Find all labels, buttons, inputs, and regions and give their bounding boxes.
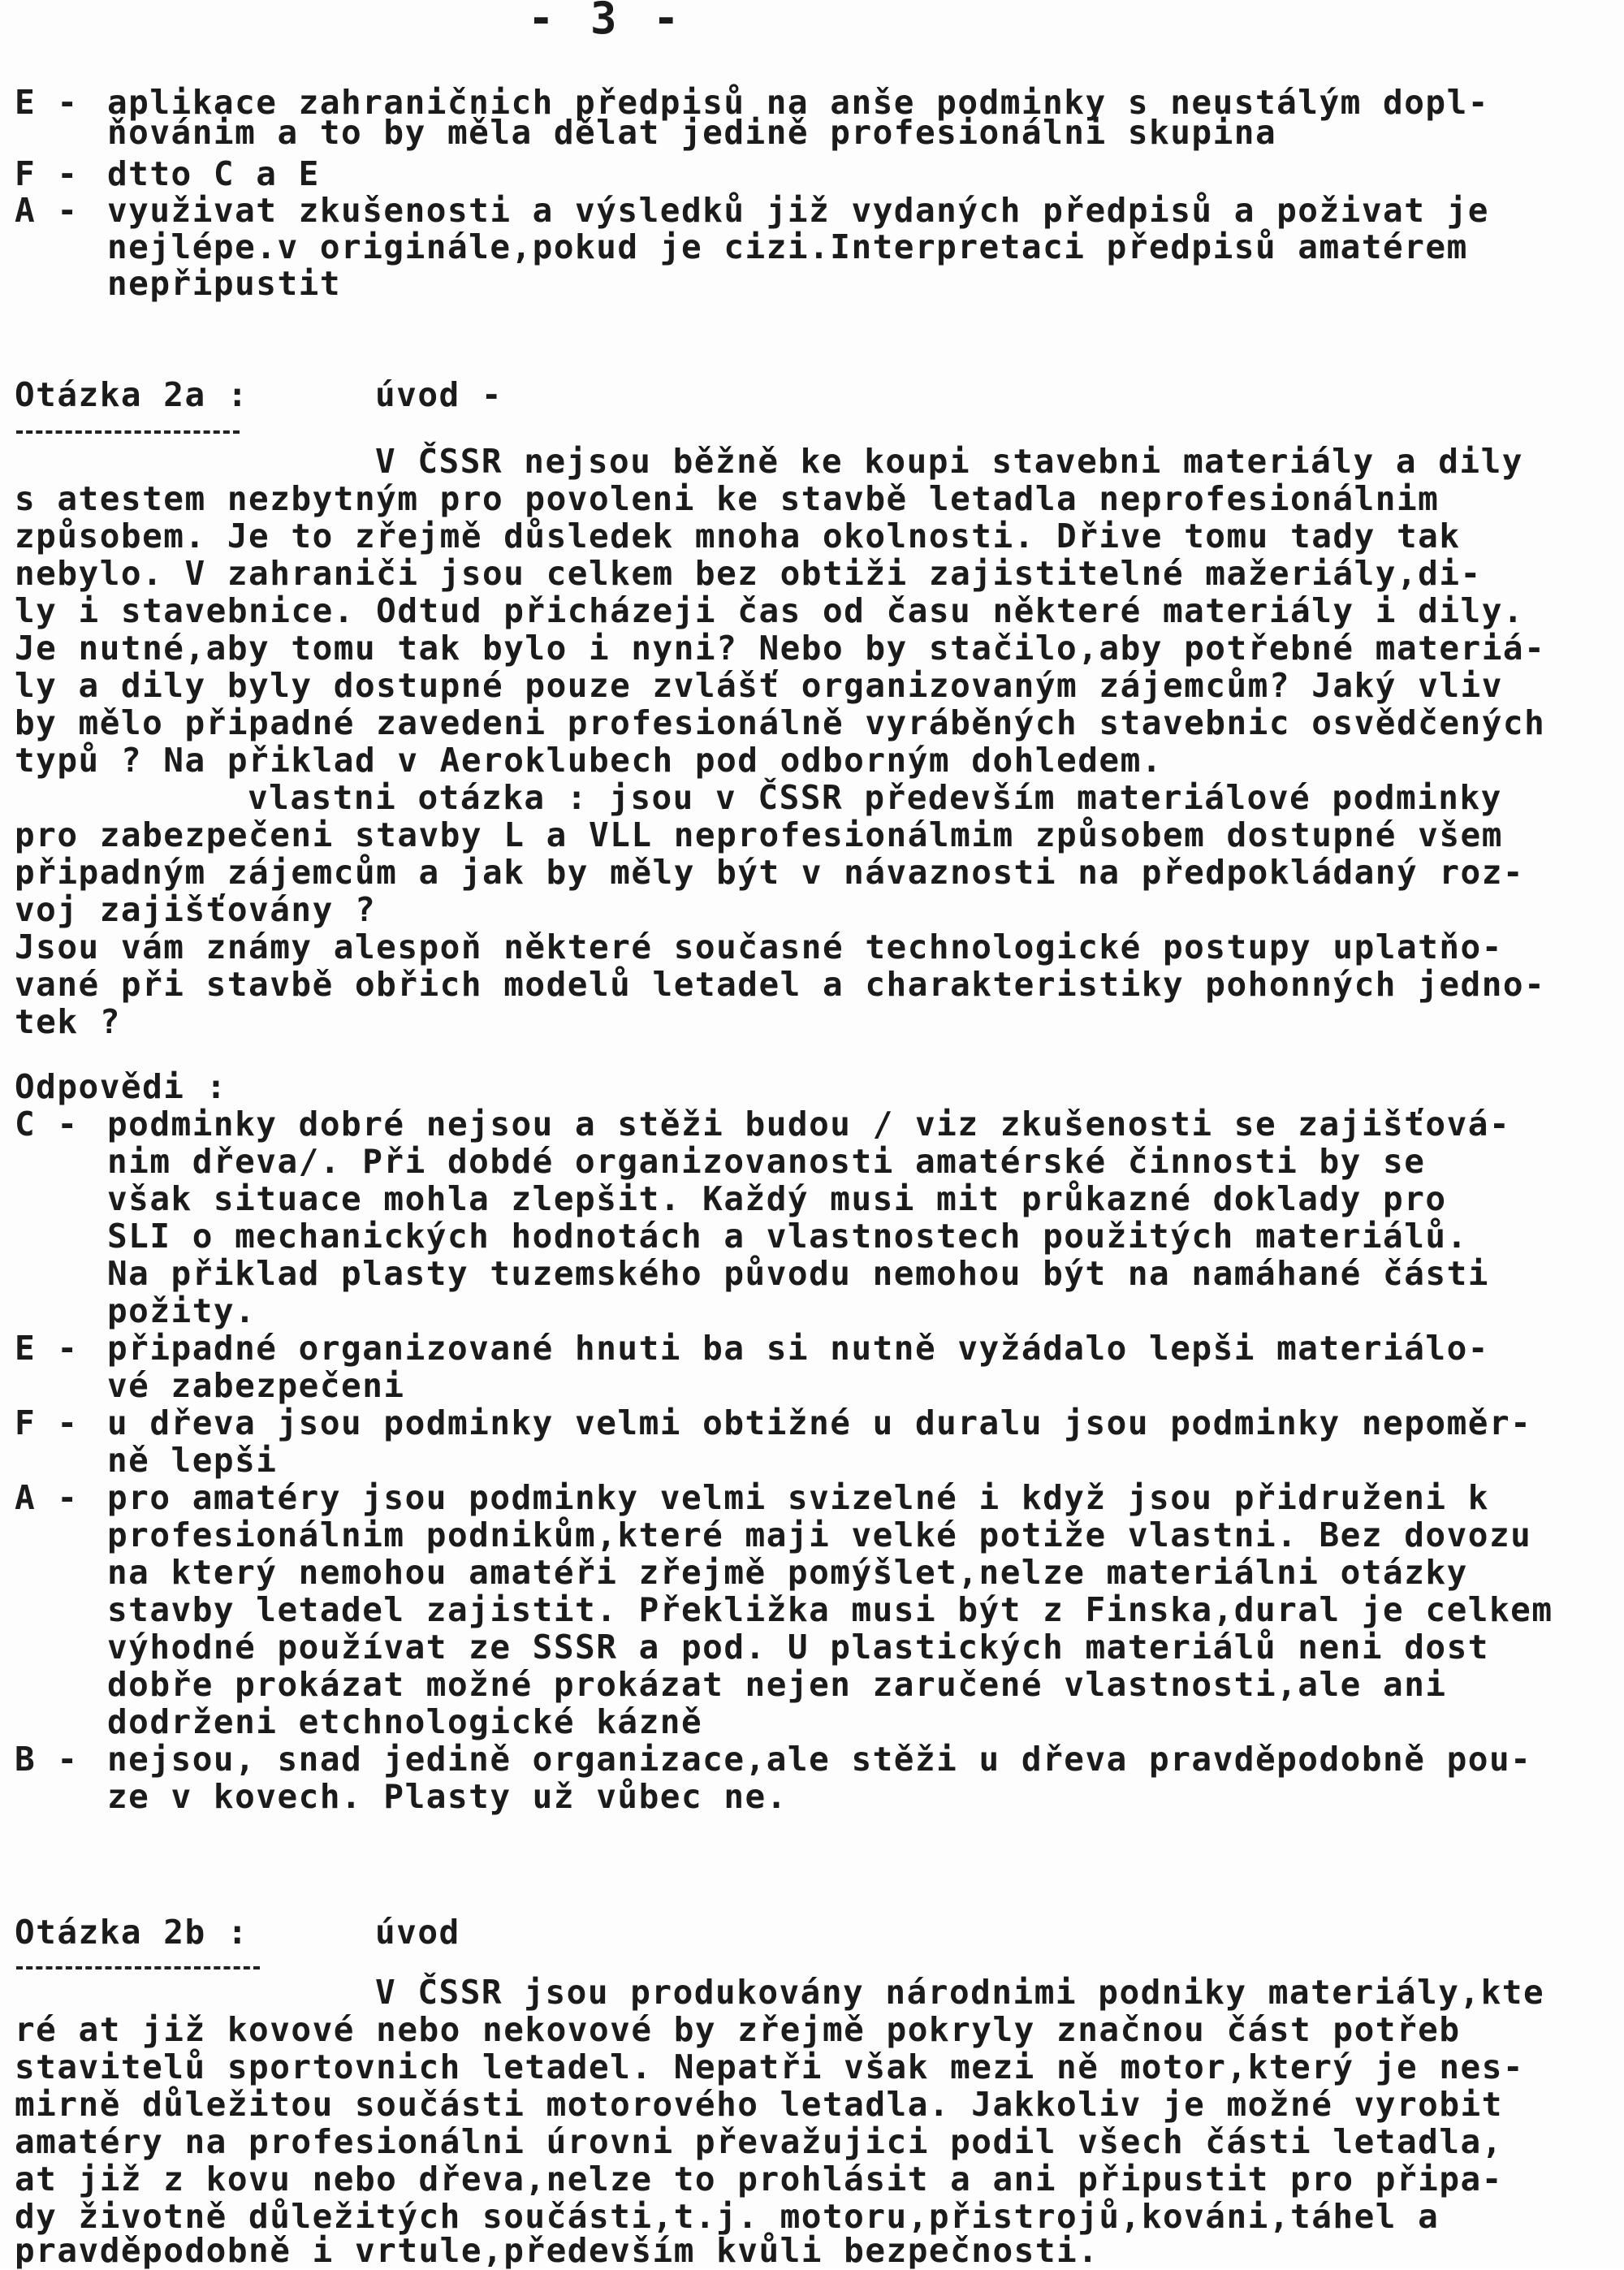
answer-letter: F - — [15, 154, 79, 193]
answer-line: u dřeva jsou podminky velmi obtižné u duralu jsou podminky nepoměr- — [107, 1403, 1532, 1442]
answer-line: profesionálnim podnikům,které maji velké potiže vlastni. Bez dovozu — [107, 1515, 1532, 1554]
answer-letter: E - — [15, 1329, 79, 1368]
question-heading: Otázka 2a : — [15, 375, 249, 414]
answer-line: ze v kovech. Plasty už vůbec ne. — [107, 1777, 788, 1816]
question-line: tek ? — [15, 1002, 121, 1041]
intro-line: at již z kovu nebo dřeva,nelze to prohlásit a ani připustit pro připa- — [15, 2160, 1503, 2199]
answer-line: nim dřeva/. Při dobdé organizovanosti amatérské činnosti by se — [107, 1142, 1426, 1181]
answer-line: ňovánim a to by měla dělat jedině profesionálni skupina — [107, 113, 1277, 152]
answer-line: aplikace zahraničnich předpisů na anše podminky s neustálým dopl- — [107, 83, 1489, 122]
intro-line: stavitelů sportovnich letadel. Nepatři však mezi ně motor,který je nes- — [15, 2047, 1525, 2086]
question-line: vané při stavbě obřich modelů letadel a charakteristiky pohonných jedno- — [15, 965, 1546, 1004]
intro-line: pravděpodobně i vrtule,především kvůli bezpečnosti. — [15, 2231, 1099, 2270]
answer-letter: A - — [15, 191, 79, 230]
answer-line: požity. — [107, 1291, 257, 1330]
intro-line: s atestem nezbytným pro povoleni ke stavbě letadla neprofesionálnim — [15, 479, 1440, 518]
answer-line: pro amatéry jsou podminky velmi svizelné i když jsou přidruženi k — [107, 1478, 1489, 1517]
answer-line: dobře prokázat možné prokázat nejen zaručené vlastnosti,ale ani — [107, 1665, 1447, 1704]
question-line: pro zabezpečeni stavby L a VLL neprofesionálmim způsobem dostupné všem — [15, 815, 1503, 854]
question-line: Jsou vám známy alespoň některé současné technologické postupy uplatňo- — [15, 927, 1503, 966]
answer-line: vé zabezpečeni — [107, 1366, 405, 1405]
heading-underline — [16, 1966, 260, 1969]
intro-line: dy životně důležitých součásti,t.j. motoru,přistrojů,kováni,táhel a — [15, 2197, 1440, 2236]
intro-label: úvod - — [375, 375, 503, 414]
answer-line: nepřipustit — [107, 264, 342, 303]
page-number: - 3 - — [528, 0, 685, 44]
answer-letter: C - — [15, 1105, 79, 1144]
answer-line: nejlépe.v originále,pokud je cizi.Interpretaci předpisů amatérem — [107, 227, 1468, 266]
intro-line: V ČSSR jsou produkovány národnimi podniky materiály,kte — [375, 1973, 1545, 2012]
answer-letter: B - — [15, 1740, 79, 1779]
answer-line: však situace mohla zlepšit. Každý musi mit průkazné doklady pro — [107, 1179, 1447, 1218]
heading-underline — [16, 430, 240, 434]
answer-line: nejsou, snad jedině organizace,ale stěži u dřeva pravděpodobně pou- — [107, 1740, 1532, 1779]
answer-line: na který nemohou amatéři zřejmě pomýšlet,nelze materiálni otázky — [107, 1553, 1468, 1592]
intro-line: ré at již kovové nebo nekovové by zřejmě pokryly značnou část potřeb — [15, 2010, 1461, 2049]
answer-line: připadné organizované hnuti ba si nutně vyžádalo lepši materiálo- — [107, 1329, 1489, 1368]
intro-line: způsobem. Je to zřejmě důsledek mnoha okolnosti. Dřive tomu tady tak — [15, 517, 1461, 556]
intro-line: ly a dily byly dostupné pouze zvlášť organizovaným zájemcům? Jaký vliv — [15, 666, 1503, 705]
question-heading: Otázka 2b : — [15, 1913, 249, 1952]
intro-line: V ČSSR nejsou běžně ke koupi stavebni materiály a dily — [375, 442, 1523, 481]
answer-line: dodrženi etchnologické kázně — [107, 1702, 703, 1741]
intro-line: amatéry na profesionálni úrovni převažujici podil všech části letadla, — [15, 2122, 1503, 2161]
answer-line: SLI o mechanických hodnotách a vlastnostech použitých materiálů. — [107, 1217, 1468, 1256]
answer-line: podminky dobré nejsou a stěži budou / viz zkušenosti se zajišťová- — [107, 1105, 1511, 1144]
question-line: vlastni otázka : jsou v ČSSR především materiálové podminky — [248, 778, 1502, 817]
answer-line: ně lepši — [107, 1441, 278, 1480]
question-line: voj zajišťovány ? — [15, 890, 377, 929]
intro-line: Je nutné,aby tomu tak bylo i nyni? Nebo by stačilo,aby potřebné materiá- — [15, 629, 1546, 668]
answer-letter: A - — [15, 1478, 79, 1517]
answer-line: výhodné používat ze SSSR a pod. U plastických materiálů neni dost — [107, 1628, 1489, 1667]
answer-letter: F - — [15, 1403, 79, 1442]
answer-line: Na přiklad plasty tuzemského původu nemohou být na namáhané části — [107, 1254, 1489, 1293]
answer-line: stavby letadel zajistit. Překližka musi být z Finska,dural je celkem — [107, 1590, 1553, 1629]
intro-line: by mělo připadné zavedeni profesionálně vyráběných stavebnic osvědčených — [15, 703, 1546, 742]
question-line: připadným zájemcům a jak by měly být v návaznosti na předpokládaný roz- — [15, 853, 1525, 892]
answer-line: využivat zkušenosti a výsledků již vydaných předpisů a poživat je — [107, 191, 1489, 230]
answer-letter: E - — [15, 83, 79, 122]
intro-line: nebylo. V zahraniči jsou celkem bez obtiži zajistitelné mažeriály,di- — [15, 554, 1482, 593]
intro-line: mirně důležitou součásti motorového letadla. Jakkoliv je možné vyrobit — [15, 2085, 1503, 2124]
intro-label: úvod — [375, 1913, 460, 1952]
intro-line: ly i stavebnice. Odtud přicházeji čas od času některé materiály i dily. — [15, 591, 1525, 630]
answer-line: dtto C a E — [107, 154, 320, 193]
intro-line: typů ? Na přiklad v Aeroklubech pod odborným dohledem. — [15, 741, 1163, 780]
answers-heading: Odpovědi : — [15, 1067, 227, 1106]
